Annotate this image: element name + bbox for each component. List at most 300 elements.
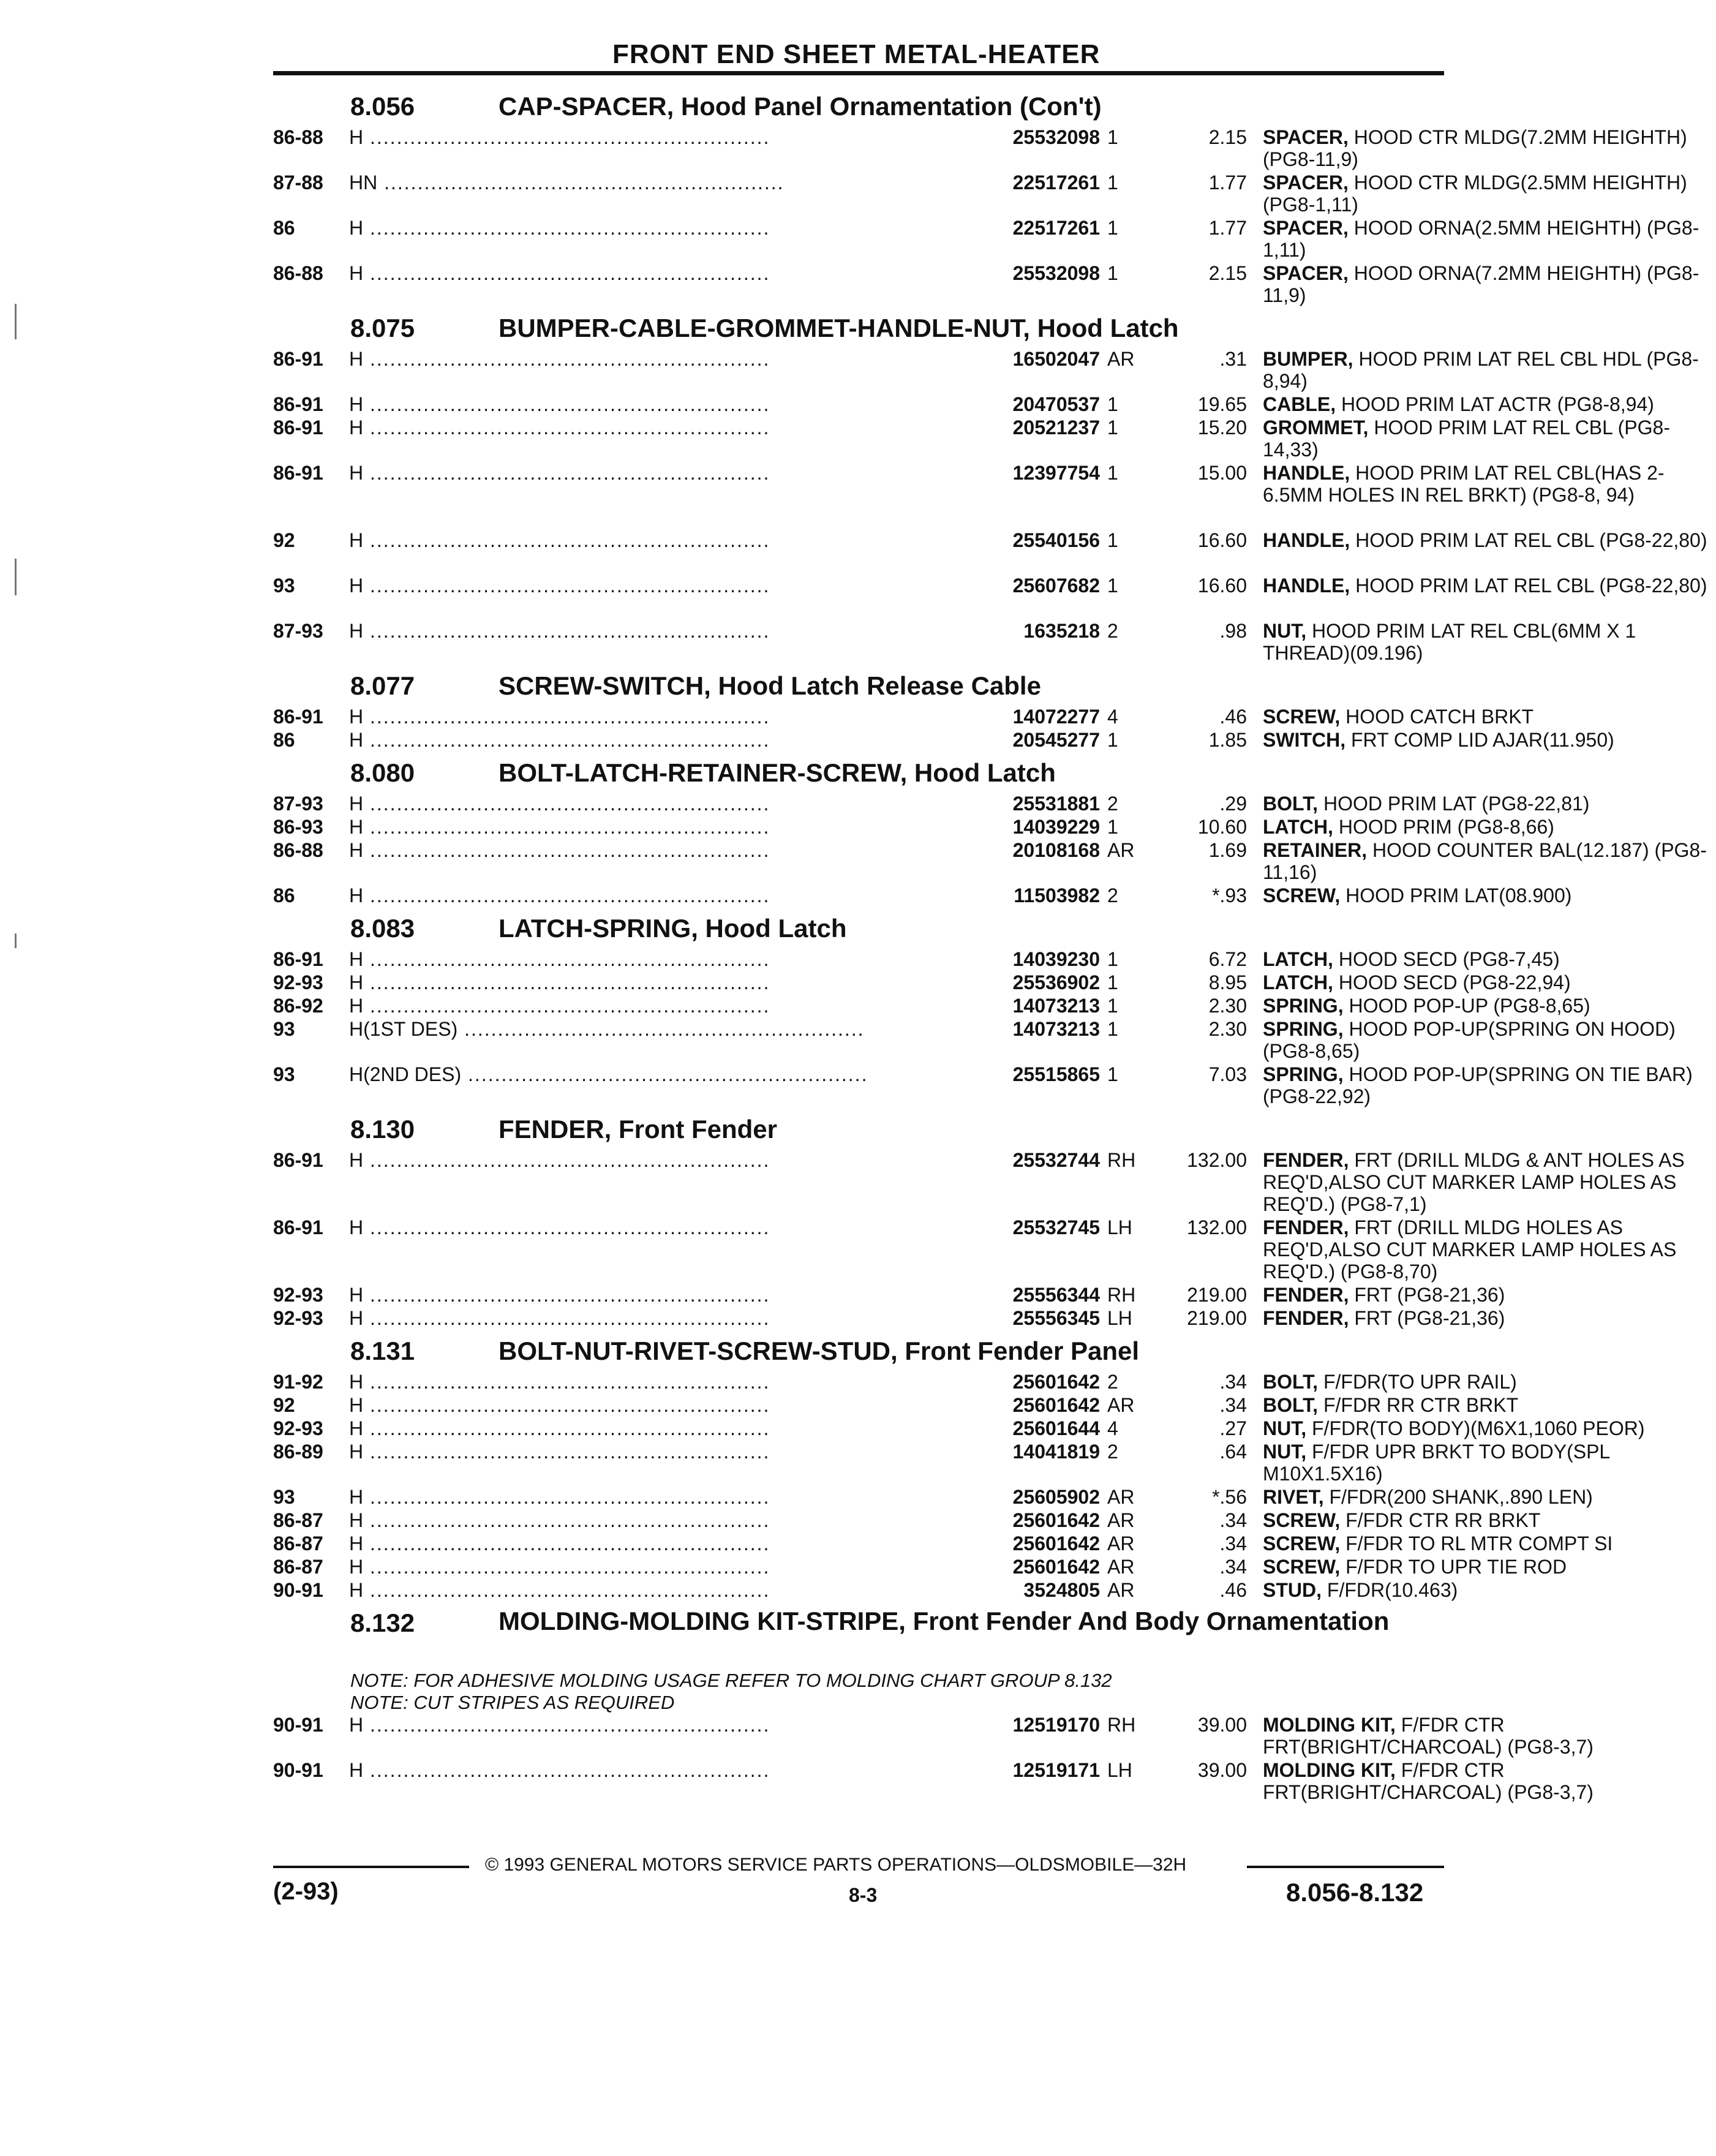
model-code-text: H [349, 126, 364, 148]
model-code [349, 1532, 876, 1555]
leader-dots: ............................................................ [363, 793, 770, 815]
description [1263, 172, 1716, 216]
model-code [349, 393, 876, 415]
leader-dots: ............................................................ [363, 1579, 770, 1601]
model-code [349, 172, 876, 194]
quantity: 4 [1107, 706, 1118, 728]
part-number: 22517261 [1012, 172, 1100, 194]
scan-mark [15, 559, 17, 595]
leader-dots: ............................................................ [363, 1284, 770, 1306]
model-years: 92 [273, 529, 295, 551]
part-number: 14073213 [1012, 1018, 1100, 1040]
model-years: 86-91 [273, 1149, 323, 1171]
description-name: HANDLE, [1263, 462, 1350, 484]
model-code-text: H [349, 1371, 364, 1393]
part-number: 16502047 [1012, 348, 1100, 370]
model-code [349, 1149, 876, 1171]
leader-dots: ............................................................ [363, 217, 770, 239]
quantity: 2 [1107, 1441, 1118, 1463]
description-text: HOOD PRIM LAT REL CBL(6MM X 1 THREAD)(09.196) [1263, 620, 1636, 664]
footer-date: (2-93) [273, 1878, 339, 1905]
part-number: 25536902 [1012, 971, 1100, 993]
leader-dots: ............................................................ [363, 348, 770, 370]
model-code [349, 348, 876, 370]
leader-dots: ............................................................ [377, 172, 785, 194]
leader-dots: ............................................................ [363, 884, 770, 907]
price [1161, 1714, 1247, 1736]
description-text: HOOD PRIM (PG8-8,66) [1338, 816, 1554, 838]
description-text: FRT (DRILL MLDG & ANT HOLES AS REQ'D,ALSO CUT MARKER LAMP HOLES AS REQ'D.) (PG8-7,1) [1263, 1149, 1685, 1215]
group-number: 8.077 [350, 671, 415, 700]
part-number: 25601642 [1012, 1532, 1100, 1555]
price-value: 8.95 [1208, 971, 1247, 993]
model-code [349, 1759, 876, 1781]
model-years: 86 [273, 729, 295, 751]
description-name: SPRING, [1263, 1018, 1344, 1040]
model-code-text: H [349, 948, 364, 970]
part-number: 14039230 [1012, 948, 1100, 970]
price [1161, 793, 1247, 815]
leader-dots: ............................................................ [363, 971, 770, 993]
description [1263, 1486, 1716, 1508]
description [1263, 1307, 1716, 1329]
model-years: 93 [273, 1486, 295, 1508]
model-code [349, 884, 876, 907]
description-text: F/FDR(TO UPR RAIL) [1323, 1371, 1517, 1393]
price-value: .27 [1219, 1417, 1247, 1439]
model-years: 90-91 [273, 1714, 323, 1736]
description-name: SCREW, [1263, 1509, 1341, 1531]
description-text: HOOD COUNTER BAL(12.187) (PG8-11,16) [1263, 839, 1707, 883]
quantity: 1 [1107, 462, 1118, 484]
price-value: 15.20 [1197, 417, 1247, 439]
quantity: 1 [1107, 1063, 1118, 1085]
group-header [273, 86, 1444, 126]
group-number: 8.131 [350, 1336, 415, 1365]
quantity: RH [1107, 1284, 1136, 1306]
description [1263, 1714, 1716, 1758]
model-code-text: H [349, 393, 364, 415]
group-header [273, 307, 1444, 348]
description-text: F/FDR CTR RR BRKT [1345, 1509, 1541, 1531]
parts-row [273, 1284, 1505, 1307]
part-number: 25532744 [1012, 1149, 1100, 1171]
leader-dots: ............................................................ [363, 1759, 770, 1781]
description-name: STUD, [1263, 1579, 1322, 1601]
leader-dots: ............................................................ [363, 816, 770, 838]
description [1263, 1441, 1716, 1485]
leader-dots: ............................................................ [457, 1018, 865, 1040]
quantity: AR [1107, 1532, 1135, 1555]
price [1161, 529, 1247, 551]
quantity: RH [1107, 1714, 1136, 1736]
group-note: NOTE: FOR ADHESIVE MOLDING USAGE REFER TO MOLDING CHART GROUP 8.132 [350, 1670, 1112, 1691]
leader-dots: ............................................................ [363, 529, 770, 551]
model-code [349, 262, 876, 284]
leader-dots: ............................................................ [363, 995, 770, 1017]
part-number: 25532745 [1012, 1216, 1100, 1238]
model-years: 93 [273, 1063, 295, 1085]
part-number: 25605902 [1012, 1486, 1100, 1508]
model-years: 86-93 [273, 816, 323, 838]
model-code-text: H [349, 1556, 364, 1578]
price-value: 219.00 [1187, 1307, 1247, 1329]
price [1161, 995, 1247, 1017]
description [1263, 1149, 1716, 1215]
description [1263, 1018, 1716, 1062]
group-title: SCREW-SWITCH, Hood Latch Release Cable [499, 671, 1041, 700]
model-code [349, 217, 876, 239]
description [1263, 971, 1716, 993]
description [1263, 1371, 1716, 1393]
footer-rule-right [1247, 1866, 1444, 1868]
description-text: HOOD PRIM LAT REL CBL HDL (PG8-8,94) [1263, 348, 1699, 392]
description-text: F/FDR CTR FRT(BRIGHT/CHARCOAL) (PG8-3,7) [1263, 1714, 1594, 1758]
price-value: 7.03 [1208, 1063, 1247, 1085]
model-code-text: H [349, 529, 364, 551]
description-name: SPRING, [1263, 995, 1344, 1017]
model-code [349, 417, 876, 439]
leader-dots: ............................................................ [363, 839, 770, 861]
model-code-text: H [349, 262, 364, 284]
model-code [349, 1063, 876, 1085]
model-years: 86-91 [273, 948, 323, 970]
description-text: HOOD PRIM LAT REL CBL (PG8-22,80) [1355, 529, 1707, 551]
price-value: 219.00 [1187, 1284, 1247, 1306]
model-code [349, 1579, 876, 1601]
description-text: HOOD PRIM LAT REL CBL (PG8-22,80) [1355, 575, 1707, 597]
model-code [349, 995, 876, 1017]
description-text: F/FDR(200 SHANK,.890 LEN) [1329, 1486, 1593, 1508]
part-number: 25556344 [1012, 1284, 1100, 1306]
parts-row [273, 1579, 1458, 1602]
price-value: 39.00 [1197, 1714, 1247, 1736]
description [1263, 706, 1716, 728]
price-value: 1.85 [1208, 729, 1247, 751]
leader-dots: ............................................................ [363, 1307, 770, 1329]
model-code-text: H [349, 971, 364, 993]
quantity: 1 [1107, 575, 1118, 597]
price [1161, 1063, 1247, 1085]
footer-rule-left [273, 1866, 469, 1868]
model-code [349, 462, 876, 484]
leader-dots: ............................................................ [461, 1063, 868, 1085]
leader-dots: ............................................................ [363, 262, 770, 284]
parts-row [273, 793, 1590, 816]
parts-row [273, 1486, 1593, 1509]
part-number: 14041819 [1012, 1441, 1100, 1463]
price [1161, 729, 1247, 751]
group-title: BUMPER-CABLE-GROMMET-HANDLE-NUT, Hood Latch [499, 314, 1179, 342]
model-code-text: H [349, 1509, 364, 1531]
model-code [349, 1371, 876, 1393]
description-name: SPACER, [1263, 126, 1349, 148]
parts-row [273, 1149, 1685, 1216]
quantity: 2 [1107, 1371, 1118, 1393]
leader-dots: ............................................................ [363, 126, 770, 148]
price-value: 39.00 [1197, 1759, 1247, 1781]
model-years: 86-89 [273, 1441, 323, 1463]
description-name: RETAINER, [1263, 839, 1368, 861]
parts-row [273, 1417, 1645, 1441]
model-code [349, 793, 876, 815]
group-header [273, 1602, 1444, 1670]
price [1161, 1417, 1247, 1439]
price-value: 10.60 [1197, 816, 1247, 838]
leader-dots: ............................................................ [363, 1556, 770, 1578]
scan-mark [15, 933, 17, 948]
description-name: SCREW, [1263, 1556, 1341, 1578]
price [1161, 217, 1247, 239]
model-years: 92 [273, 1394, 295, 1416]
price [1161, 1441, 1247, 1463]
part-number: 20521237 [1012, 417, 1100, 439]
quantity: 1 [1107, 971, 1118, 993]
quantity: AR [1107, 348, 1135, 370]
model-code [349, 948, 876, 970]
quantity: 1 [1107, 948, 1118, 970]
part-number: 25607682 [1012, 575, 1100, 597]
model-code [349, 1216, 876, 1238]
description-text: HOOD POP-UP(SPRING ON HOOD) (PG8-8,65) [1263, 1018, 1676, 1062]
description-name: NUT, [1263, 620, 1307, 642]
description-text: FRT (DRILL MLDG HOLES AS REQ'D,ALSO CUT MARKER LAMP HOLES AS REQ'D.) (PG8-8,70) [1263, 1216, 1677, 1283]
group-title: BOLT-LATCH-RETAINER-SCREW, Hood Latch [499, 758, 1056, 787]
leader-dots: ............................................................ [363, 1714, 770, 1736]
model-code [349, 1018, 876, 1040]
model-code-text: H [349, 793, 364, 815]
description [1263, 348, 1716, 392]
model-years: 93 [273, 575, 295, 597]
part-number: 25601642 [1012, 1371, 1100, 1393]
leader-dots: ............................................................ [363, 1509, 770, 1531]
parts-row [273, 1759, 1594, 1804]
parts-row [273, 172, 1687, 217]
price [1161, 1579, 1247, 1601]
price-value: .64 [1219, 1441, 1247, 1463]
price-value: 1.77 [1208, 172, 1247, 194]
parts-row [273, 884, 1572, 908]
price [1161, 1486, 1247, 1508]
model-code-text: H [349, 575, 364, 597]
model-years: 92-93 [273, 1417, 323, 1439]
quantity: RH [1107, 1149, 1136, 1171]
model-years: 87-93 [273, 620, 323, 642]
leader-dots: ............................................................ [363, 1417, 770, 1439]
description [1263, 839, 1716, 883]
group-title: CAP-SPACER, Hood Panel Ornamentation (Con't) [499, 92, 1102, 121]
description-name: SPACER, [1263, 262, 1349, 284]
price [1161, 575, 1247, 597]
description-name: HANDLE, [1263, 575, 1350, 597]
price-value: 16.60 [1197, 529, 1247, 551]
description [1263, 393, 1716, 415]
leader-dots: ............................................................ [363, 1371, 770, 1393]
description-name: FENDER, [1263, 1149, 1349, 1171]
model-years: 90-91 [273, 1579, 323, 1601]
price-value: 1.77 [1208, 217, 1247, 239]
part-number: 25601644 [1012, 1417, 1100, 1439]
parts-row [273, 1714, 1594, 1759]
model-code [349, 816, 876, 838]
parts-row [273, 971, 1571, 995]
quantity: 1 [1107, 995, 1118, 1017]
description [1263, 884, 1716, 907]
leader-dots: ............................................................ [363, 417, 770, 439]
description-text: HOOD CATCH BRKT [1345, 706, 1534, 728]
leader-dots: ............................................................ [363, 948, 770, 970]
model-code-text: H [349, 1532, 364, 1555]
model-code [349, 706, 876, 728]
parts-row [273, 348, 1699, 393]
description-name: SCREW, [1263, 1532, 1341, 1555]
description-name: BUMPER, [1263, 348, 1353, 370]
model-code-text: H [349, 729, 364, 751]
model-years: 86-87 [273, 1532, 323, 1555]
quantity: LH [1107, 1759, 1132, 1781]
price-value: 1.69 [1208, 839, 1247, 861]
part-number: 12519170 [1012, 1714, 1100, 1736]
price-value: .46 [1219, 1579, 1247, 1601]
price [1161, 1284, 1247, 1306]
description-name: FENDER, [1263, 1284, 1349, 1306]
price-value: 6.72 [1208, 948, 1247, 970]
model-code-text: H [349, 348, 364, 370]
price-value: *.93 [1212, 884, 1247, 907]
model-years: 86-91 [273, 1216, 323, 1238]
parts-catalog [273, 86, 1707, 1804]
description [1263, 1284, 1716, 1306]
price-value: .34 [1219, 1371, 1247, 1393]
description-name: MOLDING KIT, [1263, 1714, 1396, 1736]
model-years: 86-91 [273, 417, 323, 439]
description [1263, 620, 1716, 664]
model-code [349, 126, 876, 148]
price-value: 132.00 [1187, 1149, 1247, 1171]
model-years: 87-88 [273, 172, 323, 194]
parts-row [273, 1063, 1693, 1109]
quantity: 1 [1107, 126, 1118, 148]
model-code-text: H [349, 1149, 364, 1171]
group-header [273, 1330, 1444, 1371]
description-text: F/FDR UPR BRKT TO BODY(SPL M10X1.5X16) [1263, 1441, 1610, 1485]
price [1161, 417, 1247, 439]
description [1263, 575, 1716, 597]
description-text: F/FDR CTR FRT(BRIGHT/CHARCOAL) (PG8-3,7) [1263, 1759, 1594, 1803]
leader-dots: ............................................................ [363, 1486, 770, 1508]
quantity: 1 [1107, 729, 1118, 751]
description-text: F/FDR RR CTR BRKT [1323, 1394, 1519, 1416]
description [1263, 1394, 1716, 1416]
part-number: 25540156 [1012, 529, 1100, 551]
part-number: 20470537 [1012, 393, 1100, 415]
leader-dots: ............................................................ [363, 462, 770, 484]
part-number: 25601642 [1012, 1394, 1100, 1416]
model-code-text: H [349, 706, 364, 728]
parts-row [273, 393, 1654, 417]
model-code-text: H [349, 217, 364, 239]
model-years: 86-88 [273, 262, 323, 284]
description [1263, 1509, 1716, 1531]
part-number: 25531881 [1012, 793, 1100, 815]
group-number: 8.132 [350, 1608, 415, 1637]
part-number: 25532098 [1012, 262, 1100, 284]
price-value: *.56 [1212, 1486, 1247, 1508]
part-number: 12519171 [1012, 1759, 1100, 1781]
quantity: 1 [1107, 816, 1118, 838]
price [1161, 1759, 1247, 1781]
part-number: 14039229 [1012, 816, 1100, 838]
leader-dots: ............................................................ [363, 1532, 770, 1555]
price [1161, 816, 1247, 838]
quantity: AR [1107, 1556, 1135, 1578]
quantity: 1 [1107, 393, 1118, 415]
description-name: LATCH, [1263, 948, 1333, 970]
quantity: AR [1107, 839, 1135, 861]
parts-row [273, 217, 1699, 262]
quantity: AR [1107, 1579, 1135, 1601]
description [1263, 262, 1716, 306]
model-code-text: H [349, 1394, 364, 1416]
price-value: 2.30 [1208, 995, 1247, 1017]
description-name: BOLT, [1263, 1394, 1319, 1416]
model-years: 92-93 [273, 1284, 323, 1306]
price [1161, 348, 1247, 370]
description-text: HOOD PRIM LAT (PG8-22,81) [1323, 793, 1590, 815]
price [1161, 1216, 1247, 1238]
price [1161, 1307, 1247, 1329]
group-number: 8.075 [350, 314, 415, 342]
footer-copyright: © 1993 GENERAL MOTORS SERVICE PARTS OPERATIONS—OLDSMOBILE—32H [485, 1855, 1187, 1875]
price-value: 132.00 [1187, 1216, 1247, 1238]
description-text: FRT (PG8-21,36) [1354, 1307, 1505, 1329]
parts-row [273, 816, 1554, 839]
group-header [273, 908, 1444, 948]
description-text: FRT (PG8-21,36) [1354, 1284, 1505, 1306]
description-text: F/FDR(10.463) [1327, 1579, 1458, 1601]
price [1161, 1018, 1247, 1040]
model-code-text: H [349, 1417, 364, 1439]
model-years: 86-91 [273, 393, 323, 415]
model-code-text: H [349, 462, 364, 484]
price [1161, 1532, 1247, 1555]
part-number: 12397754 [1012, 462, 1100, 484]
description [1263, 529, 1716, 551]
model-code-text: H [349, 1307, 364, 1329]
description-name: CABLE, [1263, 393, 1336, 415]
description-name: FENDER, [1263, 1216, 1349, 1238]
group-title: LATCH-SPRING, Hood Latch [499, 914, 847, 943]
group-note: NOTE: CUT STRIPES AS REQUIRED [350, 1692, 675, 1713]
description-text: F/FDR TO UPR TIE ROD [1345, 1556, 1567, 1578]
parts-row [273, 620, 1636, 665]
description [1263, 793, 1716, 815]
part-number: 25515865 [1012, 1063, 1100, 1085]
price [1161, 1394, 1247, 1416]
leader-dots: ............................................................ [363, 1394, 770, 1416]
footer-section-range: 8.056-8.132 [1286, 1878, 1424, 1907]
price-value: 19.65 [1197, 393, 1247, 415]
description-text: F/FDR(TO BODY)(M6X1,1060 PEOR) [1312, 1417, 1645, 1439]
description [1263, 995, 1716, 1017]
model-code [349, 575, 876, 597]
description-name: HANDLE, [1263, 529, 1350, 551]
model-code [349, 971, 876, 993]
leader-dots: ............................................................ [363, 393, 770, 415]
model-years: 86 [273, 217, 295, 239]
model-code-text: H [349, 995, 364, 1017]
model-years: 86 [273, 884, 295, 907]
